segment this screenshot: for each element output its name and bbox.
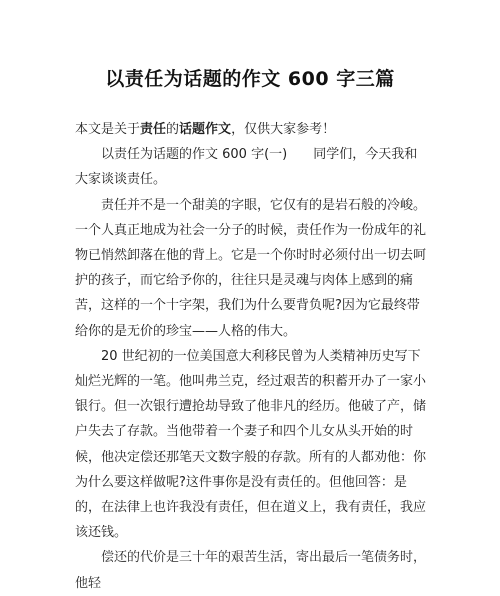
- paragraph-4: 偿还的代价是三十年的艰苦生活，寄出最后一笔债务时，他轻: [75, 550, 427, 591]
- intro-line: [75, 117, 427, 142]
- intro-prefix: 本文是关于: [75, 122, 141, 137]
- document-title: 以责任为话题的作文 600 字三篇: [105, 68, 395, 90]
- intro-suffix: ，仅供大家参考！: [231, 122, 336, 137]
- paragraph-2: 责任并不是一个甜美的字眼，它仅有的是岩石般的冷峻。一个人真正地成为社会一分子的时候，责任作为一份成年的礼物已悄然卸落在他的背上。它是一个你时时必须付出一切去呵护的孩子，而它给予你的，往往只是灵魂与肉体上感到的痛苦，这样的一个十字架，我们为什么要背负呢?因为它最终带给你的是无价的珍宝——人格的伟大。: [75, 197, 427, 339]
- intro-connector: 的: [166, 122, 180, 137]
- intro-keyword-essay: 话题作文: [179, 122, 232, 137]
- paragraph-3: 20 世纪初的一位美国意大利移民曾为人类精神历史写下灿烂光辉的一笔。他叫弗兰克，经过艰苦的积蓄开办了一家小银行。但一次银行遭抢劫导致了他非凡的经历。他破了产，储户失去了存款。当他带着一个妻子和四个儿女从头开始的时候，他决定偿还那笔天文数字般的存款。所有的人都劝他：你为什么要这样做呢?这件事你是没有责任的。但他回答：是的，在法律上也许我没有责任，但在道义上，我有责任，我应该还钱。: [75, 348, 427, 541]
- paragraph-1: 以责任为话题的作文 600 字(一) 同学们，今天我和大家谈谈责任。: [75, 147, 418, 188]
- document-body: [75, 117, 427, 596]
- intro-keyword-responsibility: 责任: [140, 122, 167, 137]
